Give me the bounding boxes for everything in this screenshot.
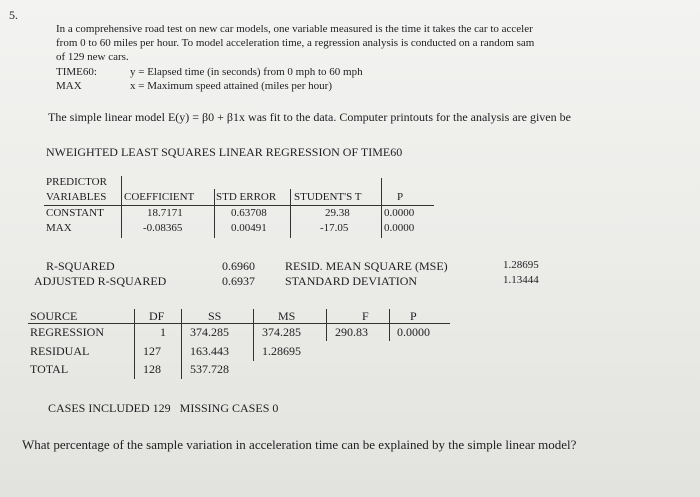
- row-constant-label: CONSTANT: [46, 207, 104, 219]
- header-coefficient: COEFFICIENT: [124, 191, 195, 203]
- r-squared-label: R-SQUARED: [46, 259, 115, 273]
- header-std-error: STD ERROR: [216, 191, 277, 203]
- row-max-std-error: 0.00491: [231, 222, 267, 234]
- row-constant-t: 29.38: [325, 207, 350, 219]
- row-max-t: -17.05: [320, 222, 349, 234]
- printout-title: NWEIGHTED LEAST SQUARES LINEAR REGRESSION OF TIME60: [46, 145, 403, 159]
- intro-line-3: of 129 new cars.: [56, 51, 129, 63]
- anova-row-regression-label: REGRESSION: [30, 325, 105, 339]
- variable-max-name: MAX: [56, 80, 82, 92]
- header-students-t: STUDENT'S T: [294, 191, 362, 203]
- row-constant-std-error: 0.63708: [231, 207, 267, 219]
- variable-max-desc: x = Maximum speed attained (miles per hour): [130, 80, 333, 92]
- anova-row-residual-ms: 1.28695: [262, 344, 301, 358]
- sd-label: STANDARD DEVIATION: [285, 274, 418, 288]
- anova-col-divider: [326, 309, 327, 341]
- anova-header-p: P: [410, 309, 417, 323]
- coef-header-rule: [44, 205, 434, 206]
- anova-col-divider: [389, 309, 390, 341]
- variable-time60-desc: y = Elapsed time (in seconds) from 0 mph to 60 mph: [130, 66, 363, 78]
- anova-header-ss: SS: [208, 309, 222, 323]
- row-constant-coefficient: 18.7171: [147, 207, 183, 219]
- row-max-label: MAX: [46, 222, 72, 234]
- mse-label: RESID. MEAN SQUARE (MSE): [285, 259, 448, 273]
- model-description: The simple linear model E(y) = β0 + β1x was fit to the data. Computer printouts for the analysis are given be: [48, 110, 571, 124]
- variable-time60-name: TIME60:: [56, 66, 97, 78]
- anova-row-regression-df: 1: [160, 325, 166, 339]
- header-p: P: [397, 191, 404, 203]
- header-variables: VARIABLES: [46, 191, 107, 203]
- anova-row-regression-ms: 374.285: [262, 325, 301, 339]
- anova-row-residual-label: RESIDUAL: [30, 344, 90, 358]
- anova-header-source: SOURCE: [30, 309, 78, 323]
- coef-col-divider: [121, 176, 122, 238]
- anova-row-regression-f: 290.83: [335, 325, 368, 339]
- intro-line-1: In a comprehensive road test on new car models, one variable measured is the time it takes the car to acceler: [56, 23, 533, 35]
- mse-value: 1.28695: [503, 259, 539, 271]
- coef-col-divider: [214, 189, 215, 238]
- anova-header-f: F: [362, 309, 369, 323]
- anova-col-divider: [181, 309, 182, 379]
- adj-r-squared-value: 0.6937: [222, 274, 255, 288]
- coef-col-divider: [381, 178, 382, 238]
- header-predictor: PREDICTOR: [46, 176, 107, 188]
- sd-value: 1.13444: [503, 274, 539, 286]
- anova-row-total-label: TOTAL: [30, 362, 69, 376]
- row-constant-p: 0.0000: [384, 207, 415, 219]
- question-text: What percentage of the sample variation in acceleration time can be explained by the simple linear model?: [22, 437, 577, 452]
- anova-col-divider: [134, 309, 135, 379]
- anova-col-divider: [253, 309, 254, 361]
- cases-summary: CASES INCLUDED 129 MISSING CASES 0: [48, 401, 279, 415]
- intro-line-2: from 0 to 60 miles per hour. To model acceleration time, a regression analysis is conducted on a random sam: [56, 37, 535, 49]
- coef-col-divider: [290, 189, 291, 238]
- anova-row-total-ss: 537.728: [190, 362, 229, 376]
- anova-row-residual-df: 127: [143, 344, 161, 358]
- row-max-coefficient: -0.08365: [143, 222, 183, 234]
- anova-header-rule: [28, 323, 450, 324]
- adj-r-squared-label: ADJUSTED R-SQUARED: [34, 274, 167, 288]
- problem-number: 5.: [9, 8, 18, 22]
- row-max-p: 0.0000: [384, 222, 415, 234]
- anova-row-residual-ss: 163.443: [190, 344, 229, 358]
- anova-row-regression-ss: 374.285: [190, 325, 229, 339]
- anova-header-df: DF: [149, 309, 165, 323]
- anova-row-total-df: 128: [143, 362, 161, 376]
- r-squared-value: 0.6960: [222, 259, 255, 273]
- anova-row-regression-p: 0.0000: [397, 325, 430, 339]
- anova-header-ms: MS: [278, 309, 296, 323]
